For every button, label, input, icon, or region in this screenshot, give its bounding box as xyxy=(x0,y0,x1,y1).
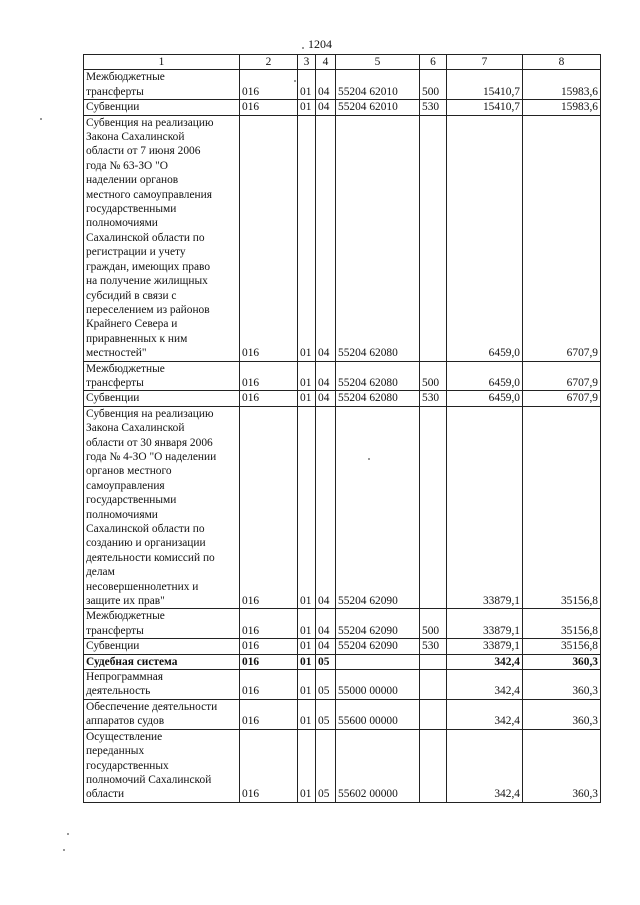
amount-cell: 360,3 xyxy=(523,654,601,669)
row-name-cell: Межбюджетные трансферты xyxy=(84,70,240,100)
code-cell: 530 xyxy=(420,639,447,654)
code-cell xyxy=(420,115,447,361)
column-header: 7 xyxy=(447,55,523,70)
amount-cell: 15983,6 xyxy=(523,100,601,115)
row-name-cell: Субвенция на реализацию Закона Сахалинской области от 7 июня 2006 года № 63-ЗО "О наделении органов местного самоуправления государственными полномочиями Сахалинской области по регистрации и учету граждан, имеющих право на получение жилищных субсидий в связи с переселением из районов Крайнего Севера и приравненных к ним местностей" xyxy=(84,115,240,361)
page-number: 1204 xyxy=(308,37,332,51)
amount-cell: 6459,0 xyxy=(447,115,523,361)
table-row xyxy=(84,70,601,100)
code-cell: 01 xyxy=(298,100,316,115)
column-header: 8 xyxy=(523,55,601,70)
code-cell: 04 xyxy=(316,406,336,609)
column-header: 4 xyxy=(316,55,336,70)
row-name-cell: Непрограммная деятельность xyxy=(84,670,240,700)
table-row xyxy=(84,729,601,802)
column-header: 1 xyxy=(84,55,240,70)
row-name-cell: Судебная система xyxy=(84,654,240,669)
table-row xyxy=(84,654,601,669)
amount-cell: 6707,9 xyxy=(523,361,601,391)
code-cell: 01 xyxy=(298,115,316,361)
code-cell: 04 xyxy=(316,361,336,391)
amount-cell: 342,4 xyxy=(447,699,523,729)
table-row xyxy=(84,699,601,729)
code-cell: 55204 62090 xyxy=(336,639,420,654)
code-cell: 530 xyxy=(420,391,447,406)
code-cell: 55000 00000 xyxy=(336,670,420,700)
code-cell: 016 xyxy=(240,639,298,654)
code-cell: 01 xyxy=(298,609,316,639)
code-cell: 55204 62090 xyxy=(336,609,420,639)
row-name-cell: Субвенция на реализацию Закона Сахалинской области от 30 января 2006 года № 4-ЗО "О наделении органов местного самоуправления государственными полномочиями Сахалинской области по созданию и организации деятельности комиссий по делам несовершеннолетних и защите их прав" xyxy=(84,406,240,609)
code-cell xyxy=(420,699,447,729)
amount-cell: 360,3 xyxy=(523,699,601,729)
code-cell: 55204 62080 xyxy=(336,361,420,391)
code-cell: 05 xyxy=(316,654,336,669)
code-cell xyxy=(420,670,447,700)
code-cell xyxy=(420,406,447,609)
code-cell: 55602 00000 xyxy=(336,729,420,802)
code-cell: 016 xyxy=(240,115,298,361)
amount-cell: 6707,9 xyxy=(523,115,601,361)
table-row xyxy=(84,670,601,700)
amount-cell: 33879,1 xyxy=(447,609,523,639)
code-cell: 500 xyxy=(420,70,447,100)
code-cell: 01 xyxy=(298,699,316,729)
code-cell xyxy=(420,654,447,669)
code-cell: 55204 62090 xyxy=(336,406,420,609)
amount-cell: 15983,6 xyxy=(523,70,601,100)
code-cell: 04 xyxy=(316,115,336,361)
code-cell: 530 xyxy=(420,100,447,115)
code-cell: 016 xyxy=(240,670,298,700)
code-cell: 01 xyxy=(298,729,316,802)
code-cell: 016 xyxy=(240,609,298,639)
code-cell: 55204 62080 xyxy=(336,391,420,406)
row-name-cell: Субвенции xyxy=(84,391,240,406)
amount-cell: 6707,9 xyxy=(523,391,601,406)
code-cell: 05 xyxy=(316,670,336,700)
scan-speck xyxy=(368,458,370,460)
amount-cell: 33879,1 xyxy=(447,639,523,654)
code-cell: 55204 62010 xyxy=(336,100,420,115)
amount-cell: 33879,1 xyxy=(447,406,523,609)
code-cell: 01 xyxy=(298,639,316,654)
scan-speck xyxy=(63,849,65,851)
code-cell: 04 xyxy=(316,100,336,115)
amount-cell: 15410,7 xyxy=(447,70,523,100)
scan-speck xyxy=(294,80,296,82)
amount-cell: 15410,7 xyxy=(447,100,523,115)
column-header: 6 xyxy=(420,55,447,70)
table-row xyxy=(84,639,601,654)
code-cell: 01 xyxy=(298,654,316,669)
code-cell: 01 xyxy=(298,406,316,609)
code-cell: 01 xyxy=(298,670,316,700)
code-cell: 55204 62010 xyxy=(336,70,420,100)
row-name-cell: Осуществление переданных государственных полномочий Сахалинской области xyxy=(84,729,240,802)
budget-table xyxy=(83,54,601,803)
code-cell: 05 xyxy=(316,699,336,729)
table-row xyxy=(84,100,601,115)
row-name-cell: Субвенции xyxy=(84,639,240,654)
amount-cell: 35156,8 xyxy=(523,639,601,654)
table-row xyxy=(84,391,601,406)
row-name-cell: Межбюджетные трансферты xyxy=(84,361,240,391)
code-cell: 01 xyxy=(298,70,316,100)
amount-cell: 360,3 xyxy=(523,729,601,802)
code-cell: 016 xyxy=(240,406,298,609)
amount-cell: 342,4 xyxy=(447,729,523,802)
table-row xyxy=(84,609,601,639)
amount-cell: 6459,0 xyxy=(447,391,523,406)
code-cell: 016 xyxy=(240,70,298,100)
table-row xyxy=(84,115,601,361)
code-cell: 04 xyxy=(316,391,336,406)
table-header-row xyxy=(84,55,601,70)
row-name-cell: Обеспечение деятельности аппаратов судов xyxy=(84,699,240,729)
table-body xyxy=(84,55,601,803)
code-cell: 016 xyxy=(240,654,298,669)
code-cell xyxy=(336,654,420,669)
row-name-cell: Субвенции xyxy=(84,100,240,115)
scan-speck xyxy=(302,47,304,49)
code-cell: 04 xyxy=(316,70,336,100)
code-cell: 01 xyxy=(298,361,316,391)
code-cell: 016 xyxy=(240,699,298,729)
code-cell: 016 xyxy=(240,100,298,115)
code-cell: 05 xyxy=(316,729,336,802)
amount-cell: 35156,8 xyxy=(523,406,601,609)
amount-cell: 342,4 xyxy=(447,654,523,669)
code-cell: 016 xyxy=(240,729,298,802)
scan-speck xyxy=(67,833,69,835)
column-header: 5 xyxy=(336,55,420,70)
column-header: 2 xyxy=(240,55,298,70)
code-cell xyxy=(420,729,447,802)
amount-cell: 342,4 xyxy=(447,670,523,700)
code-cell: 500 xyxy=(420,361,447,391)
code-cell: 55600 00000 xyxy=(336,699,420,729)
code-cell: 500 xyxy=(420,609,447,639)
code-cell: 04 xyxy=(316,609,336,639)
table-row xyxy=(84,361,601,391)
amount-cell: 360,3 xyxy=(523,670,601,700)
code-cell: 01 xyxy=(298,391,316,406)
table-row xyxy=(84,406,601,609)
column-header: 3 xyxy=(298,55,316,70)
code-cell: 04 xyxy=(316,639,336,654)
amount-cell: 35156,8 xyxy=(523,609,601,639)
code-cell: 016 xyxy=(240,391,298,406)
code-cell: 55204 62080 xyxy=(336,115,420,361)
amount-cell: 6459,0 xyxy=(447,361,523,391)
code-cell: 016 xyxy=(240,361,298,391)
scan-speck xyxy=(40,118,42,120)
row-name-cell: Межбюджетные трансферты xyxy=(84,609,240,639)
